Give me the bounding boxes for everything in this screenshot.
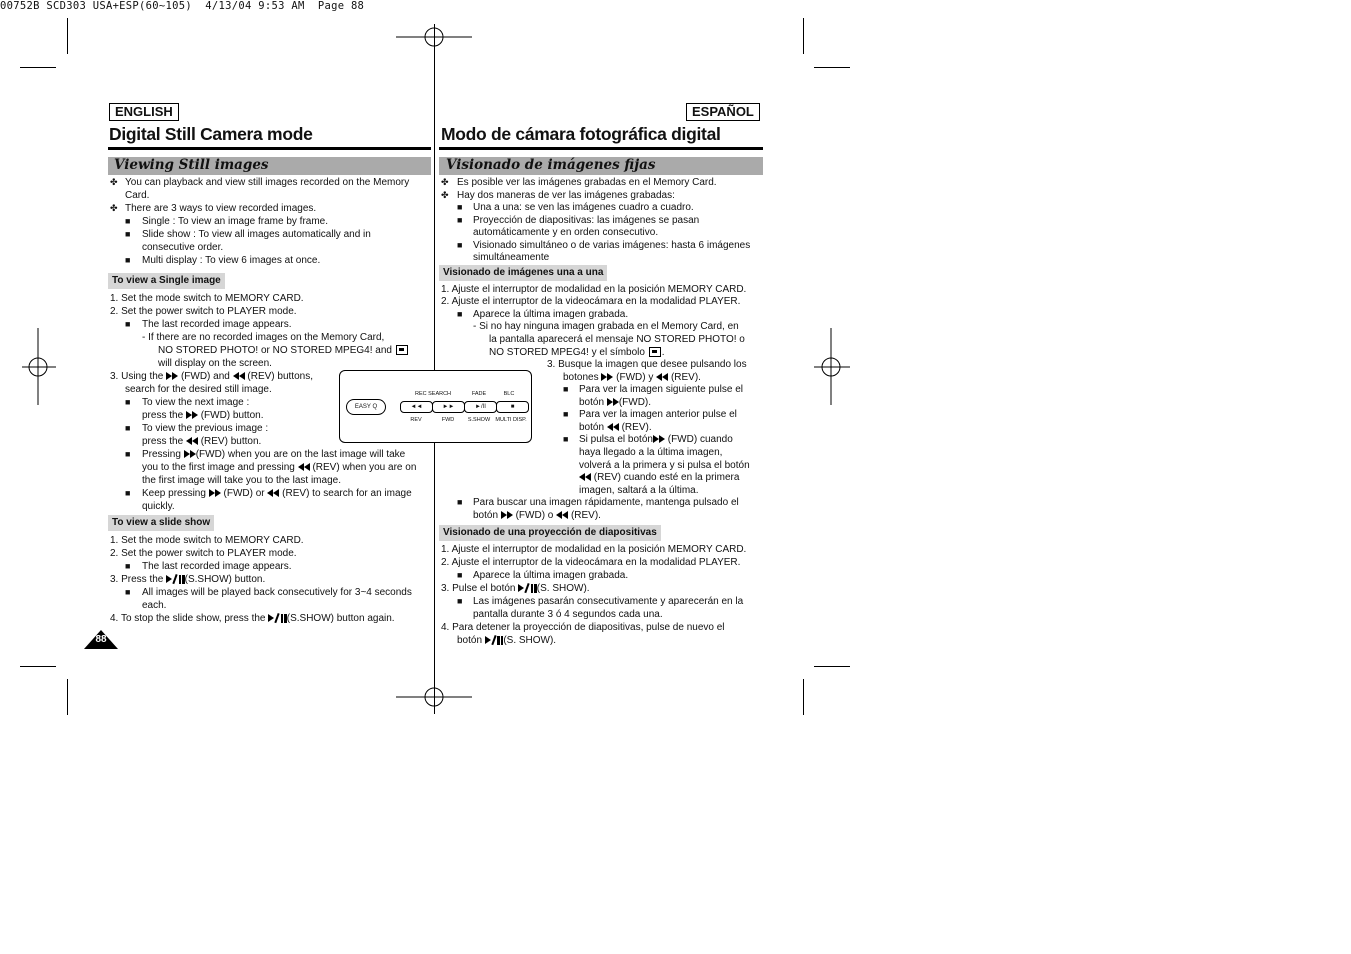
step-text: (FWD) button. (200, 410, 264, 422)
panel-label: REV (410, 417, 422, 423)
cross-bullet: ✤ (110, 203, 118, 213)
page-title-spanish: Modo de cámara fotográfica digital (441, 124, 721, 144)
step-line: 1. Set the mode switch to MEMORY CARD. (110, 535, 304, 546)
step-text: botón (579, 422, 605, 434)
language-badge-spanish: ESPAÑOL (686, 103, 760, 121)
panel-label: BLC (503, 391, 515, 397)
intro-line: You can playback and view still images recorded on the Memory (125, 177, 410, 188)
rev-button: ◄◄ (400, 401, 433, 413)
rewind-icon (267, 487, 279, 500)
step-text: (FWD) or (223, 488, 265, 500)
rewind-icon (556, 509, 568, 522)
step-line: haya llegado a la última imagen, (579, 447, 723, 458)
panel-label: S.SHOW (467, 417, 491, 423)
intro-line: Una a una: se ven las imágenes cuadro a cuadro. (473, 202, 694, 213)
print-header: 00752B SCD303 USA+ESP(60~105) 4/13/04 9:53 AM Page 88 (0, 0, 365, 12)
square-bullet: ■ (125, 255, 131, 265)
play-pause-icon (166, 573, 185, 586)
step-line (579, 471, 739, 484)
step-line: the first image will take you to the last image. (142, 475, 341, 486)
step-line: Para ver la imagen anterior pulse el (579, 409, 737, 420)
step-line: To view the next image : (142, 397, 250, 408)
language-badge-english: ENGLISH (109, 103, 179, 121)
step-line: - If there are no recorded images on the Memory Card, (142, 332, 385, 343)
step-text: (REV) to search for an image (282, 488, 412, 500)
fast-forward-icon (653, 433, 665, 446)
step-line: 4. Para detener la proyección de diapositivas, pulse de nuevo el (441, 622, 725, 633)
step-line (142, 487, 412, 500)
step-line (158, 344, 409, 357)
square-bullet: ■ (125, 587, 131, 597)
subheading-slide-spanish: Visionado de una proyección de diapositivas (439, 525, 661, 541)
step-text: (FWD) and (180, 371, 230, 383)
step-text: botón (473, 510, 499, 522)
intro-line: Proyección de diapositivas: las imágenes se pasan (473, 215, 700, 226)
play-pause-icon (518, 582, 537, 595)
intro-line: Card. (125, 190, 150, 201)
step-text: (S.SHOW) button. (184, 574, 266, 586)
intro-line: Visionado simultáneo o de varias imágenes: hasta 6 imágenes (473, 240, 751, 251)
step-line: The last recorded image appears. (142, 561, 292, 572)
intro-line: automáticamente y en orden consecutivo. (473, 227, 659, 238)
step-line: search for the desired still image. (125, 384, 272, 395)
step-text: press the (142, 436, 184, 448)
square-bullet: ■ (457, 570, 463, 580)
step-line: To view the previous image : (142, 423, 269, 434)
easy-q-button: EASY Q (346, 399, 386, 415)
square-bullet: ■ (125, 216, 131, 226)
square-bullet: ■ (457, 309, 463, 319)
intro-line: simultáneamente (473, 252, 550, 263)
step-text: 4. To stop the slide show, press the (110, 613, 266, 625)
step-line: each. (142, 600, 167, 611)
step-text: 3. Using the (110, 371, 164, 383)
fast-forward-icon (186, 409, 198, 422)
cross-bullet: ✤ (441, 177, 449, 187)
step-line (110, 612, 395, 625)
step-line: 1. Ajuste el interruptor de modalidad en la posición MEMORY CARD. (441, 544, 747, 555)
step-line: All images will be played back consecutively for 3~4 seconds (142, 587, 412, 598)
fast-forward-icon (501, 509, 513, 522)
square-bullet: ■ (563, 384, 569, 394)
cross-bullet: ✤ (110, 177, 118, 187)
memory-card-icon (649, 347, 661, 357)
step-line: 2. Ajuste el interruptor de la videocámara en la modalidad PLAYER. (441, 557, 741, 568)
square-bullet: ■ (457, 215, 463, 225)
step-line (441, 582, 590, 595)
step-line: The last recorded image appears. (142, 319, 292, 330)
step-text: botón (457, 635, 483, 647)
step-line: Aparece la última imagen grabada. (473, 570, 629, 581)
subheading-single-spanish: Visionado de imágenes una a una (439, 265, 607, 281)
step-line: quickly. (142, 501, 175, 512)
intro-line: Es posible ver las imágenes grabadas en el Memory Card. (457, 177, 717, 188)
step-line: NO STORED MPEG4! y el símbolo . (489, 347, 665, 358)
step-text: (REV) button. (200, 436, 262, 448)
step-text: 3. Press the (110, 574, 164, 586)
step-text: Keep pressing (142, 488, 206, 500)
sshow-button: ►/II (464, 401, 497, 413)
step-line (579, 433, 733, 446)
step-text: (S. SHOW). (536, 583, 590, 595)
page-number: 88 (95, 634, 107, 645)
intro-line: There are 3 ways to view recorded images. (125, 203, 317, 214)
step-line: Para buscar una imagen rápidamente, mantenga pulsado el (473, 497, 739, 508)
fwd-button: ►► (432, 401, 465, 413)
step-text: (S. SHOW). (503, 635, 557, 647)
step-text: (REV) buttons, (247, 371, 313, 383)
step-line (142, 435, 261, 448)
step-text: 3. Pulse el botón (441, 583, 516, 595)
panel-label: REC SEARCH (414, 391, 452, 397)
step-text: (REV) cuando esté en la primera (593, 472, 740, 484)
square-bullet: ■ (563, 434, 569, 444)
step-line (142, 409, 264, 422)
panel-label: MULTI DISP. (495, 417, 527, 423)
step-text: botón (579, 397, 605, 409)
step-line: will display on the screen. (158, 358, 272, 369)
cross-bullet: ✤ (441, 190, 449, 200)
step-text: (FWD). (618, 397, 652, 409)
step-text: (REV). (570, 510, 601, 522)
page-title-english: Digital Still Camera mode (109, 124, 313, 144)
step-text: (S.SHOW) button again. (286, 613, 395, 625)
step-line: Las imágenes pasarán consecutivamente y aparecerán en la (473, 596, 744, 607)
square-bullet: ■ (457, 202, 463, 212)
step-line: - Si no hay ninguna imagen grabada en el Memory Card, en (473, 321, 739, 332)
fast-forward-icon (166, 370, 178, 383)
square-bullet: ■ (125, 488, 131, 498)
multi-disp-button: ■ (496, 401, 529, 413)
step-line: 1. Ajuste el interruptor de modalidad en la posición MEMORY CARD. (441, 284, 747, 295)
title-rule (108, 147, 431, 150)
step-text: (FWD) cuando (667, 434, 733, 446)
step-text: Pressing (142, 449, 181, 461)
rewind-icon (298, 461, 310, 474)
step-line: Para ver la imagen siguiente pulse el (579, 384, 743, 395)
play-pause-icon (485, 634, 504, 647)
panel-label: FWD (441, 417, 455, 423)
step-line (473, 509, 601, 522)
step-line: 3. Busque la imagen que desee pulsando los (547, 359, 747, 370)
step-text: you to the first image and pressing (142, 462, 295, 474)
memory-card-icon (396, 345, 408, 355)
step-line: imagen, saltará a la última. (579, 485, 699, 496)
square-bullet: ■ (125, 397, 131, 407)
step-line: 2. Ajuste el interruptor de la videocámara en la modalidad PLAYER. (441, 296, 741, 307)
subheading-slide-english: To view a slide show (108, 515, 214, 531)
intro-line: Slide show : To view all images automatically and in (142, 229, 371, 240)
step-text: (FWD) o (515, 510, 554, 522)
play-pause-icon (268, 612, 287, 625)
rewind-icon (186, 435, 198, 448)
fast-forward-icon (184, 448, 196, 461)
step-line: 1. Set the mode switch to MEMORY CARD. (110, 293, 304, 304)
square-bullet: ■ (457, 240, 463, 250)
section-title-spanish: Visionado de imágenes fijas (446, 157, 656, 173)
panel-label: FADE (471, 391, 487, 397)
title-rule (439, 147, 763, 150)
section-title-english: Viewing Still images (114, 157, 269, 173)
step-line: la pantalla aparecerá el mensaje NO STORED PHOTO! o (489, 334, 745, 345)
rewind-icon (233, 370, 245, 383)
step-text: (REV) when you are on (312, 462, 417, 474)
square-bullet: ■ (457, 497, 463, 507)
step-text: (FWD) when you are on the last image will take (195, 449, 406, 461)
camcorder-button-panel (339, 370, 532, 443)
square-bullet: ■ (457, 596, 463, 606)
intro-line: Hay dos maneras de ver las imágenes grabadas: (457, 190, 675, 201)
step-text: (FWD) y (616, 372, 654, 384)
step-line: 2. Set the power switch to PLAYER mode. (110, 548, 297, 559)
square-bullet: ■ (125, 561, 131, 571)
step-text: (REV). (621, 422, 652, 434)
step-line: pantalla durante 3 ó 4 segundos cada una. (473, 609, 663, 620)
intro-line: Single : To view an image frame by frame. (142, 216, 329, 227)
step-line (457, 634, 556, 647)
square-bullet: ■ (125, 449, 131, 459)
step-text: botones (563, 372, 599, 384)
step-line (142, 461, 416, 474)
step-line: volverá a la primera y si pulsa el botón (579, 460, 750, 471)
step-line (142, 448, 405, 461)
square-bullet: ■ (125, 423, 131, 433)
subheading-single-english: To view a Single image (108, 273, 225, 289)
step-text: (REV). (670, 372, 701, 384)
square-bullet: ■ (125, 229, 131, 239)
step-text: Si pulsa el botón (579, 434, 653, 446)
step-line (110, 370, 313, 383)
rewind-icon (579, 471, 591, 484)
square-bullet: ■ (563, 409, 569, 419)
intro-line: Multi display : To view 6 images at once. (142, 255, 321, 266)
step-line (110, 573, 265, 586)
step-line: Aparece la última imagen grabada. (473, 309, 629, 320)
square-bullet: ■ (125, 319, 131, 329)
step-text: NO STORED MPEG4! y el símbolo (489, 347, 645, 358)
step-text: NO STORED PHOTO! or NO STORED MPEG4! and (158, 345, 392, 356)
step-text: press the (142, 410, 184, 422)
intro-line: consecutive order. (142, 242, 224, 253)
step-line: 2. Set the power switch to PLAYER mode. (110, 306, 297, 317)
fast-forward-icon (209, 487, 221, 500)
